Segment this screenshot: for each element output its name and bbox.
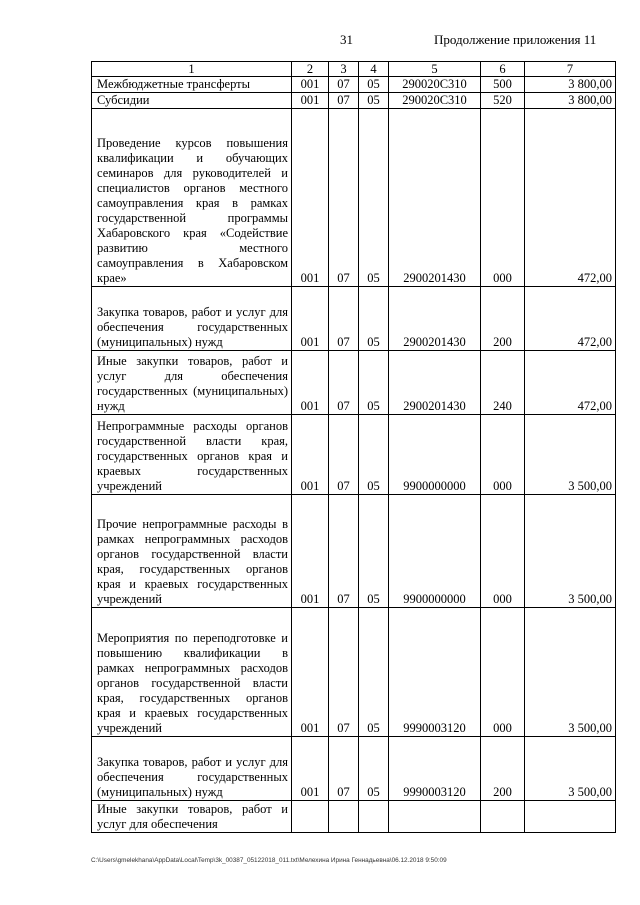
cell-admin: 001	[292, 351, 329, 415]
cell-expense-type: 000	[481, 415, 525, 495]
row-name-cell: Мероприятия по переподготовке и повышению квалификации в рамках непрограммных расходов органов государственной власти края, государственных органов края и краевых государственных учреждений	[92, 608, 292, 737]
cell-admin: 001	[292, 495, 329, 608]
row-name-cell: Прочие непрограммные расходы в рамках непрограммных расходов органов государственной власти края, государственных органов края и краевых государственных учреждений	[92, 495, 292, 608]
cell-section: 07	[329, 93, 359, 109]
table-row	[92, 351, 616, 415]
cell-section: 07	[329, 737, 359, 801]
cell-section: 07	[329, 608, 359, 737]
column-header: 7	[525, 62, 616, 77]
table-row	[92, 737, 616, 801]
row-name-cell: Закупка товаров, работ и услуг для обеспечения государственных (муниципальных) нужд	[92, 737, 292, 801]
cell-amount: 472,00	[525, 351, 616, 415]
file-path-footer: C:\Users\gmelekhana\AppData\Local\Temp\3k_00387_05122018_011.txt\Мелехина Ирина Геннадьевна\06.12.2018 9:50:09	[91, 857, 447, 864]
cell-subsection: 05	[359, 77, 389, 93]
column-header: 1	[92, 62, 292, 77]
row-name-cell: Иные закупки товаров, работ и услуг для обеспечения государственных (муниципальных) нужд	[92, 351, 292, 415]
cell-section: 07	[329, 109, 359, 287]
cell-target-item: 9990003120	[389, 737, 481, 801]
table-row	[92, 608, 616, 737]
table-row	[92, 415, 616, 495]
cell-target-item: 290020С310	[389, 77, 481, 93]
cell-target-item: 9990003120	[389, 608, 481, 737]
cell-admin: 001	[292, 608, 329, 737]
cell-subsection: 05	[359, 495, 389, 608]
table-row	[92, 109, 616, 287]
cell-amount: 3 500,00	[525, 495, 616, 608]
cell-subsection	[359, 801, 389, 833]
cell-section: 07	[329, 287, 359, 351]
cell-expense-type: 000	[481, 109, 525, 287]
cell-expense-type: 500	[481, 77, 525, 93]
cell-amount	[525, 801, 616, 833]
cell-admin: 001	[292, 415, 329, 495]
cell-expense-type: 000	[481, 495, 525, 608]
budget-table	[91, 61, 616, 833]
column-header: 3	[329, 62, 359, 77]
row-name-cell: Непрограммные расходы органов государственной власти края, государственных органов края и краевых государственных учреждений	[92, 415, 292, 495]
cell-subsection: 05	[359, 287, 389, 351]
cell-section: 07	[329, 415, 359, 495]
cell-section	[329, 801, 359, 833]
cell-amount: 3 800,00	[525, 77, 616, 93]
cell-subsection: 05	[359, 351, 389, 415]
cell-amount: 3 500,00	[525, 608, 616, 737]
table-row	[92, 287, 616, 351]
cell-amount: 472,00	[525, 287, 616, 351]
cell-expense-type	[481, 801, 525, 833]
column-header: 6	[481, 62, 525, 77]
column-header: 5	[389, 62, 481, 77]
cell-amount: 3 500,00	[525, 737, 616, 801]
cell-subsection: 05	[359, 608, 389, 737]
row-name-cell: Межбюджетные трансферты	[92, 77, 292, 93]
table-header-row	[92, 62, 616, 77]
row-name-cell: Проведение курсов повышения квалификации и обучающих семинаров для руководителей и специалистов органов местного самоуправления края в рамках государственной программы Хабаровского края «Содействие развитию местного самоуправления в Хабаровском крае»	[92, 109, 292, 287]
cell-admin: 001	[292, 109, 329, 287]
table-row	[92, 801, 616, 833]
cell-subsection: 05	[359, 109, 389, 287]
cell-admin: 001	[292, 77, 329, 93]
cell-section: 07	[329, 351, 359, 415]
cell-expense-type: 200	[481, 287, 525, 351]
cell-admin: 001	[292, 287, 329, 351]
cell-section: 07	[329, 495, 359, 608]
page-number: 31	[340, 32, 353, 47]
continuation-label: Продолжение приложения 11	[434, 32, 597, 47]
row-name-cell: Субсидии	[92, 93, 292, 109]
column-header: 4	[359, 62, 389, 77]
row-name-cell: Иные закупки товаров, работ и услуг для обеспечения	[92, 801, 292, 833]
cell-admin	[292, 801, 329, 833]
cell-expense-type: 240	[481, 351, 525, 415]
cell-target-item: 2900201430	[389, 287, 481, 351]
cell-target-item: 290020С310	[389, 93, 481, 109]
cell-target-item: 9900000000	[389, 495, 481, 608]
row-name-cell: Закупка товаров, работ и услуг для обеспечения государственных (муниципальных) нужд	[92, 287, 292, 351]
cell-admin: 001	[292, 737, 329, 801]
cell-amount: 3 800,00	[525, 93, 616, 109]
cell-expense-type: 000	[481, 608, 525, 737]
cell-target-item: 9900000000	[389, 415, 481, 495]
cell-expense-type: 520	[481, 93, 525, 109]
table-row	[92, 93, 616, 109]
cell-target-item: 2900201430	[389, 109, 481, 287]
cell-target-item: 2900201430	[389, 351, 481, 415]
cell-admin: 001	[292, 93, 329, 109]
cell-subsection: 05	[359, 93, 389, 109]
table-row	[92, 77, 616, 93]
cell-amount: 472,00	[525, 109, 616, 287]
cell-section: 07	[329, 77, 359, 93]
cell-subsection: 05	[359, 737, 389, 801]
cell-amount: 3 500,00	[525, 415, 616, 495]
cell-target-item	[389, 801, 481, 833]
table-row	[92, 495, 616, 608]
column-header: 2	[292, 62, 329, 77]
cell-subsection: 05	[359, 415, 389, 495]
cell-expense-type: 200	[481, 737, 525, 801]
